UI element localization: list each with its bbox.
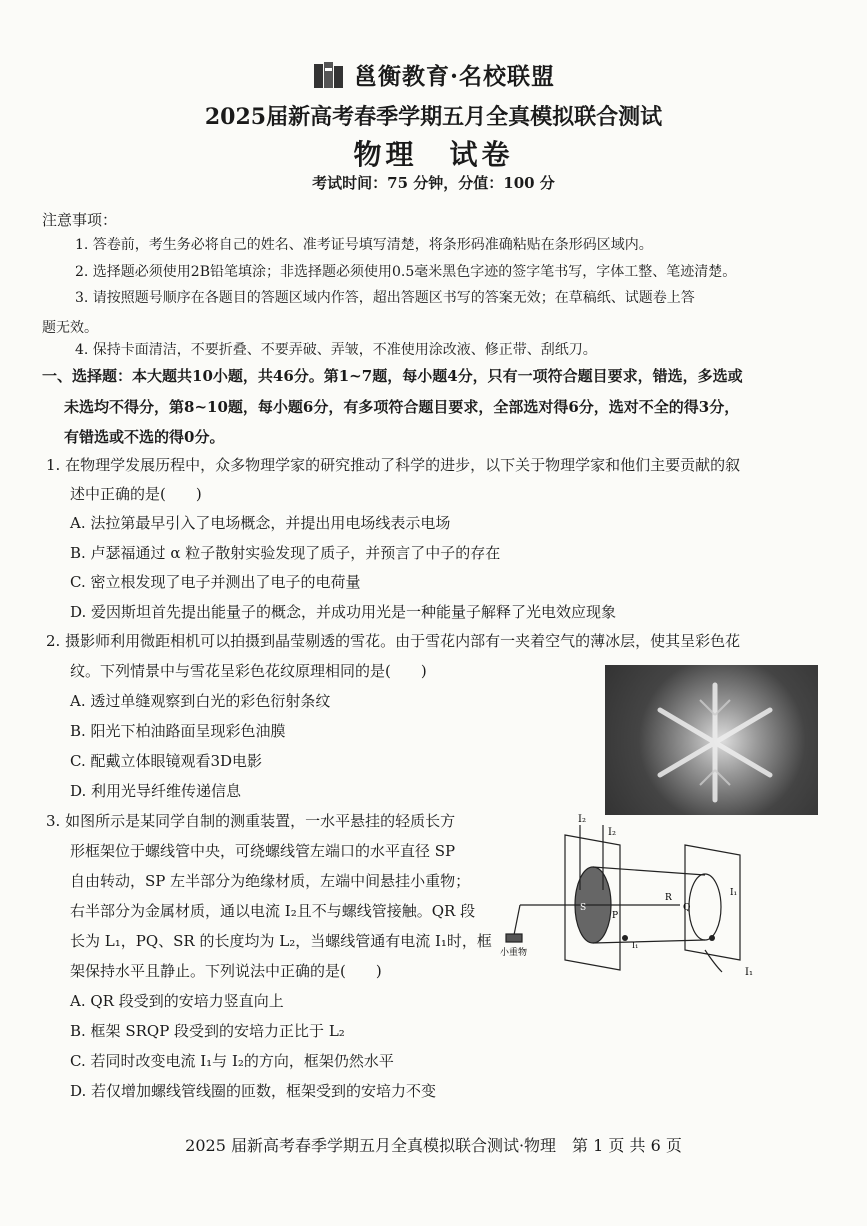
note-item: 1. 答卷前，考生务必将自己的姓名、准考证号填写清楚，将条形码准确粘贴在条形码区域内。	[75, 237, 653, 253]
back-plate	[685, 845, 740, 960]
subject-title: 物理 试卷	[353, 138, 514, 171]
question-1-stem: 1. 在物理学发展历程中，众多物理学家的研究推动了科学的进步，以下关于物理学家和他们主要贡献的叙	[46, 456, 741, 474]
wire-i1	[705, 950, 722, 972]
question-2-stem: 纹。下列情景中与雪花呈彩色花纹原理相同的是( )	[70, 662, 427, 680]
question-1-stem: 述中正确的是( )	[70, 485, 202, 503]
question-3-stem: 右半部分为金属材质，通以电流 I₂且不与螺线管接触。QR 段	[70, 902, 476, 920]
label-r: R	[665, 893, 672, 903]
section-heading: 一、选择题：本大题共10小题，共46分。第1~7题，每小题4分，只有一项符合题目要求，错选，多选或	[42, 367, 743, 385]
notes-title: 注意事项：	[42, 211, 118, 229]
section-heading: 未选均不得分，第8~10题，每小题6分，有多项符合题目要求，全部选对得6分，选对不全的得3分，	[64, 398, 740, 416]
label-i2b: I₂	[608, 827, 616, 838]
label-weight: 小重物	[500, 948, 528, 958]
question-3-stem: 3. 如图所示是某同学自制的测重装置，一水平悬挂的轻质长方	[46, 812, 456, 830]
question-1-option: D. 爱因斯坦首先提出能量子的概念，并成功用光是一种能量子解释了光电效应现象	[70, 603, 617, 621]
question-2-option: B. 阳光下柏油路面呈现彩色油膜	[70, 722, 286, 740]
section-heading: 有错选或不选的得0分。	[64, 428, 225, 446]
question-3-option: A. QR 段受到的安培力竖直向上	[70, 992, 284, 1010]
question-3-stem: 架保持水平且静止。下列说法中正确的是( )	[70, 962, 382, 980]
question-3-stem: 形框架位于螺线管中央，可绕螺线管左端口的水平直径 SP	[70, 842, 456, 860]
coil-back-end	[689, 874, 721, 940]
question-2-option: C. 配戴立体眼镜观看3D电影	[70, 752, 263, 770]
snowflake-photo	[605, 665, 818, 815]
weight	[506, 934, 522, 942]
weight-string	[514, 905, 520, 935]
note-item: 4. 保持卡面清洁，不要折叠、不要弄破、弄皱，不准使用涂改液、修正带、刮纸刀。	[75, 342, 597, 358]
question-3-option: D. 若仅增加螺线管线圈的匝数，框架受到的安培力不变	[70, 1082, 437, 1100]
label-p: P	[612, 911, 619, 921]
label-s: S	[580, 903, 587, 913]
note-item: 题无效。	[42, 320, 98, 336]
brand-header	[0, 58, 867, 96]
solenoid-diagram	[490, 810, 790, 980]
question-1-option: B. 卢瑟福通过 α 粒子散射实验发现了质子，并预言了中子的存在	[70, 544, 501, 562]
question-3-option: C. 若同时改变电流 I₁与 I₂的方向，框架仍然水平	[70, 1052, 394, 1070]
question-2-option: D. 利用光导纤维传递信息	[70, 782, 242, 800]
question-2-stem: 2. 摄影师利用微距相机可以拍摄到晶莹剔透的雪花。由于雪花内部有一夹着空气的薄冰层，使其呈彩色花	[46, 632, 741, 650]
label-i1b: I₁	[632, 941, 639, 950]
exam-title: 2025届新高考春季学期五月全真模拟联合测试	[204, 104, 663, 130]
question-1-option: C. 密立根发现了电子并测出了电子的电荷量	[70, 573, 361, 591]
label-i1: I₁	[730, 888, 738, 898]
page-footer: 2025 届新高考春季学期五月全真模拟联合测试·物理 第 1 页 共 6 页	[185, 1136, 682, 1155]
label-i1c: I₁	[745, 967, 753, 978]
snowflake-icon	[605, 665, 818, 815]
question-2-option: A. 透过单缝观察到白光的彩色衍射条纹	[70, 692, 331, 710]
exam-info: 考试时间：75 分钟，分值：100 分	[312, 174, 555, 192]
question-1-option: A. 法拉第最早引入了电场概念，并提出用电场线表示电场	[70, 514, 451, 532]
brand-name: 邕衡教育·名校联盟	[353, 63, 555, 90]
note-item: 2. 选择题必须使用2B铅笔填涂；非选择题必须使用0.5毫米黑色字迹的签字笔书写，字体工整、笔迹清楚。	[75, 264, 737, 280]
brand-logo-icon	[312, 60, 346, 90]
note-item: 3. 请按照题号顺序在各题目的答题区域内作答，超出答题区书写的答案无效；在草稿纸、试题卷上答	[75, 290, 695, 306]
label-q: Q	[683, 903, 691, 913]
question-3-stem: 长为 L₁，PQ、SR 的长度均为 L₂，当螺线管通有电流 I₁时，框	[70, 932, 492, 950]
question-3-option: B. 框架 SRQP 段受到的安培力正比于 L₂	[70, 1022, 345, 1040]
label-i2a: I₂	[578, 814, 586, 825]
question-3-stem: 自由转动，SP 左半部分为绝缘材质，左端中间悬挂小重物；	[70, 872, 471, 890]
